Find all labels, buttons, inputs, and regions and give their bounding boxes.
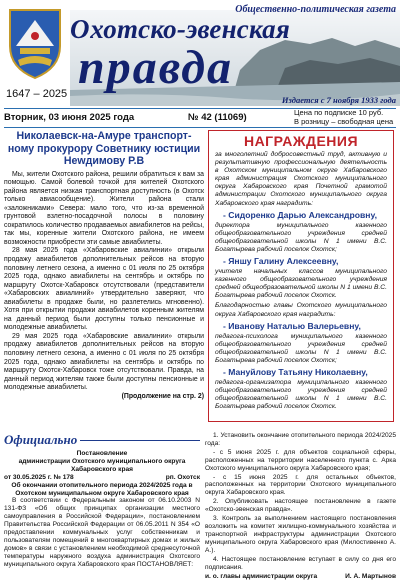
decree-type: Постановление [76, 450, 128, 457]
price-retail: В розницу – свободная цена [294, 116, 394, 126]
newspaper-title-line2: правда [78, 41, 234, 94]
newspaper-tagline: Общественно-политическая газета [235, 4, 396, 15]
issue-date: Вторник, 03 июня 2025 года [4, 112, 135, 123]
article-title: Николаевск-на-Амуре транспорт-ному прокурору Советнику юстиции Неwдимову Р.В [7, 130, 201, 167]
years-label: 1647 – 2025 [6, 88, 68, 100]
award-description: учителя начальных классов муниципального казенного общеобразовательного учреждения средней общеобразовательной школы N 1 имени В.С. Богатырева рабочий поселок Охотск. [215, 268, 387, 300]
decree-date-number: от 30.05.2025 г. № 178 [4, 473, 74, 481]
decree-place: рп. Охотск [165, 473, 200, 481]
decree-body: В соответствии с Федеральным законом от 06.10.2003 N 131-ФЗ «Об общих принципах организации местного самоуправления в Российской Федерации», постановлением Правительства Российской Федерации от 06.05.2011 N 354 «О предоставлении коммунальных услуг собственникам и пользователям помещений в многоквартирных домах и жилых домов» в связи с установлением необходимой среднесуточной температуры наружного воздуха администрация Охотского муниципального округа Хабаровского края ПОСТАНОВЛЯЕТ: [4, 497, 200, 568]
newspaper-title-line1: Охотско-эвенская [70, 14, 290, 44]
award-description: педагога-психолога муниципального казенного общеобразовательного учреждения средней общеобразовательной школы N 1 имени В.С. Богатырева рабочий поселок Охотск; [215, 332, 387, 364]
price-info [294, 109, 393, 126]
section-divider [80, 440, 200, 441]
article-paragraph: Мы, жители Охотского района, решили обратиться к вам за помощью. Самой болевой точкой для жителей Охотского района является низкая транспортная доступность (в Охотск только авиасообщение). Жители района стали «заложниками» Севера: мало того, что из-за временной грунтовой взлетно-посадочной полосы в половину сократилось количество продаваемых авиабилетов на рейсы, так мы, коренные жители Охотского района, не имеем возможности приобрести эти самые авиабилеты. [4, 170, 204, 246]
official-decree-left [4, 450, 200, 569]
price-subscription: Цена по подписке 10 руб. [294, 108, 384, 117]
article-body [4, 171, 204, 402]
award-description: педагога-организатора муниципального казенного общеобразовательного учреждения средней общеобразовательной школы N 1 имени В.С. Богатырева рабочий поселок Охотск. [215, 378, 387, 411]
official-decree-right [205, 432, 396, 581]
decree-point: - с 15 июня 2025 г. для остальных объектов, расположенных на территории Охотского муниципального округа Хабаровского края. [205, 473, 396, 497]
award-name: - Иванову Наталью Валерьевну, [223, 320, 361, 331]
issue-number: № 42 (11069) [188, 112, 247, 123]
awards-heading: НАГРАЖДЕНИЯ [243, 133, 359, 149]
article-paragraph: 28 мая 2025 года «Хабаровские авиалинии» открыли продажу авиабилетов дополнительных рейсов на вторую половину летнего сезона, а именно с 01 июля по 25 октября 2025 года, однако авиабилеты на сентябрь и октябрь по маршруту Охотск-Хабаровск отсутствовали (представители «Хабаровских авиалиний» утвердительно заверяют, что авиабилеты в продаже были, но разлетелись мгновенно). Хотя при открытии продажи авиабилетов коренным жителям на данный период были доступны только пенсионные и молодежные авиабилеты. [4, 247, 204, 332]
official-section-heading: Официально [4, 432, 78, 447]
decree-signature [205, 573, 396, 581]
main-article [4, 130, 204, 401]
decree-meta [4, 474, 200, 482]
award-name: - Мануйлову Татьяну Николаевну, [223, 366, 368, 377]
awards-intro-2: Благодарностью главы Охотского муниципального округа Хабаровского края наградить: [215, 302, 387, 318]
award-description: директора муниципального казенного общеобразовательного учреждения средней общеобразовательной школы N 1 имени В.С. Богатырева рабочий поселок Охотск; [215, 221, 387, 253]
issue-info-bar [4, 108, 396, 128]
article-paragraph: 29 мая 2025 года «Хабаровские авиалинии» открыли продажу авиабилетов дополнительных рейсов на вторую половину летнего сезона, а именно с 01 июля по 25 октября 2025 года, однако авиабилеты на сентябрь и октябрь по маршруту Охотск-Хабаровск тоже отсутствовали. Правда, на данный период жителям также были доступны пенсионные и молодежные авиабилеты. [4, 332, 204, 392]
decree-point: 2. Опубликовать настоящее постановление в газете «Охотско-эвенская правда». [205, 498, 396, 514]
awards-intro: за многолетний добросовестный труд, активную и результативную профессиональную деятельность в Охотском муниципальном округе Хабаровского края администрация Охотского муниципального округа Хабаровского края Почетной грамотой администрации Охотского муниципального округа Хабаровского края наградить: [215, 151, 387, 207]
coat-of-arms-icon [6, 6, 64, 80]
continued-link[interactable]: (Продолжение на стр. 2) [121, 392, 204, 400]
awards-box [208, 130, 394, 422]
decree-point: 4. Настоящее постановление вступает в силу со дня его подписания. [205, 555, 396, 571]
decree-point: - с 5 июня 2025 г. для объектов социальной сферы, расположенных на территории населенного пункта с. Арка Охотского муниципального округа Хабаровского края; [205, 448, 396, 472]
decree-point: 1. Установить окончание отопительного периода 2024/2025 года: [205, 432, 396, 447]
decree-issuer: администрации Охотского муниципального округа Хабаровского края [18, 457, 186, 473]
masthead [0, 0, 400, 108]
published-since: Издается с 7 ноября 1933 года [281, 95, 396, 105]
decree-point: 3. Контроль за выполнением настоящего постановления возложить на комитет жилищно-коммунального хозяйства и транспортной инфраструктуры администрации Охотского муниципального округа Хабаровского края (Милостивенко А. А.). [205, 515, 396, 554]
award-name: - Яншу Галину Алексеевну, [223, 256, 339, 267]
decree-subject: Об окончании отопительного периода 2024/2025 года в Охотском муниципальном округе Хабаровского края [11, 481, 193, 497]
signer-name: И. А. Мартынов [345, 573, 396, 581]
award-name: - Сидоренко Дарью Александровну, [223, 209, 377, 220]
signer-role: и. о. главы администрации округа [205, 573, 318, 581]
